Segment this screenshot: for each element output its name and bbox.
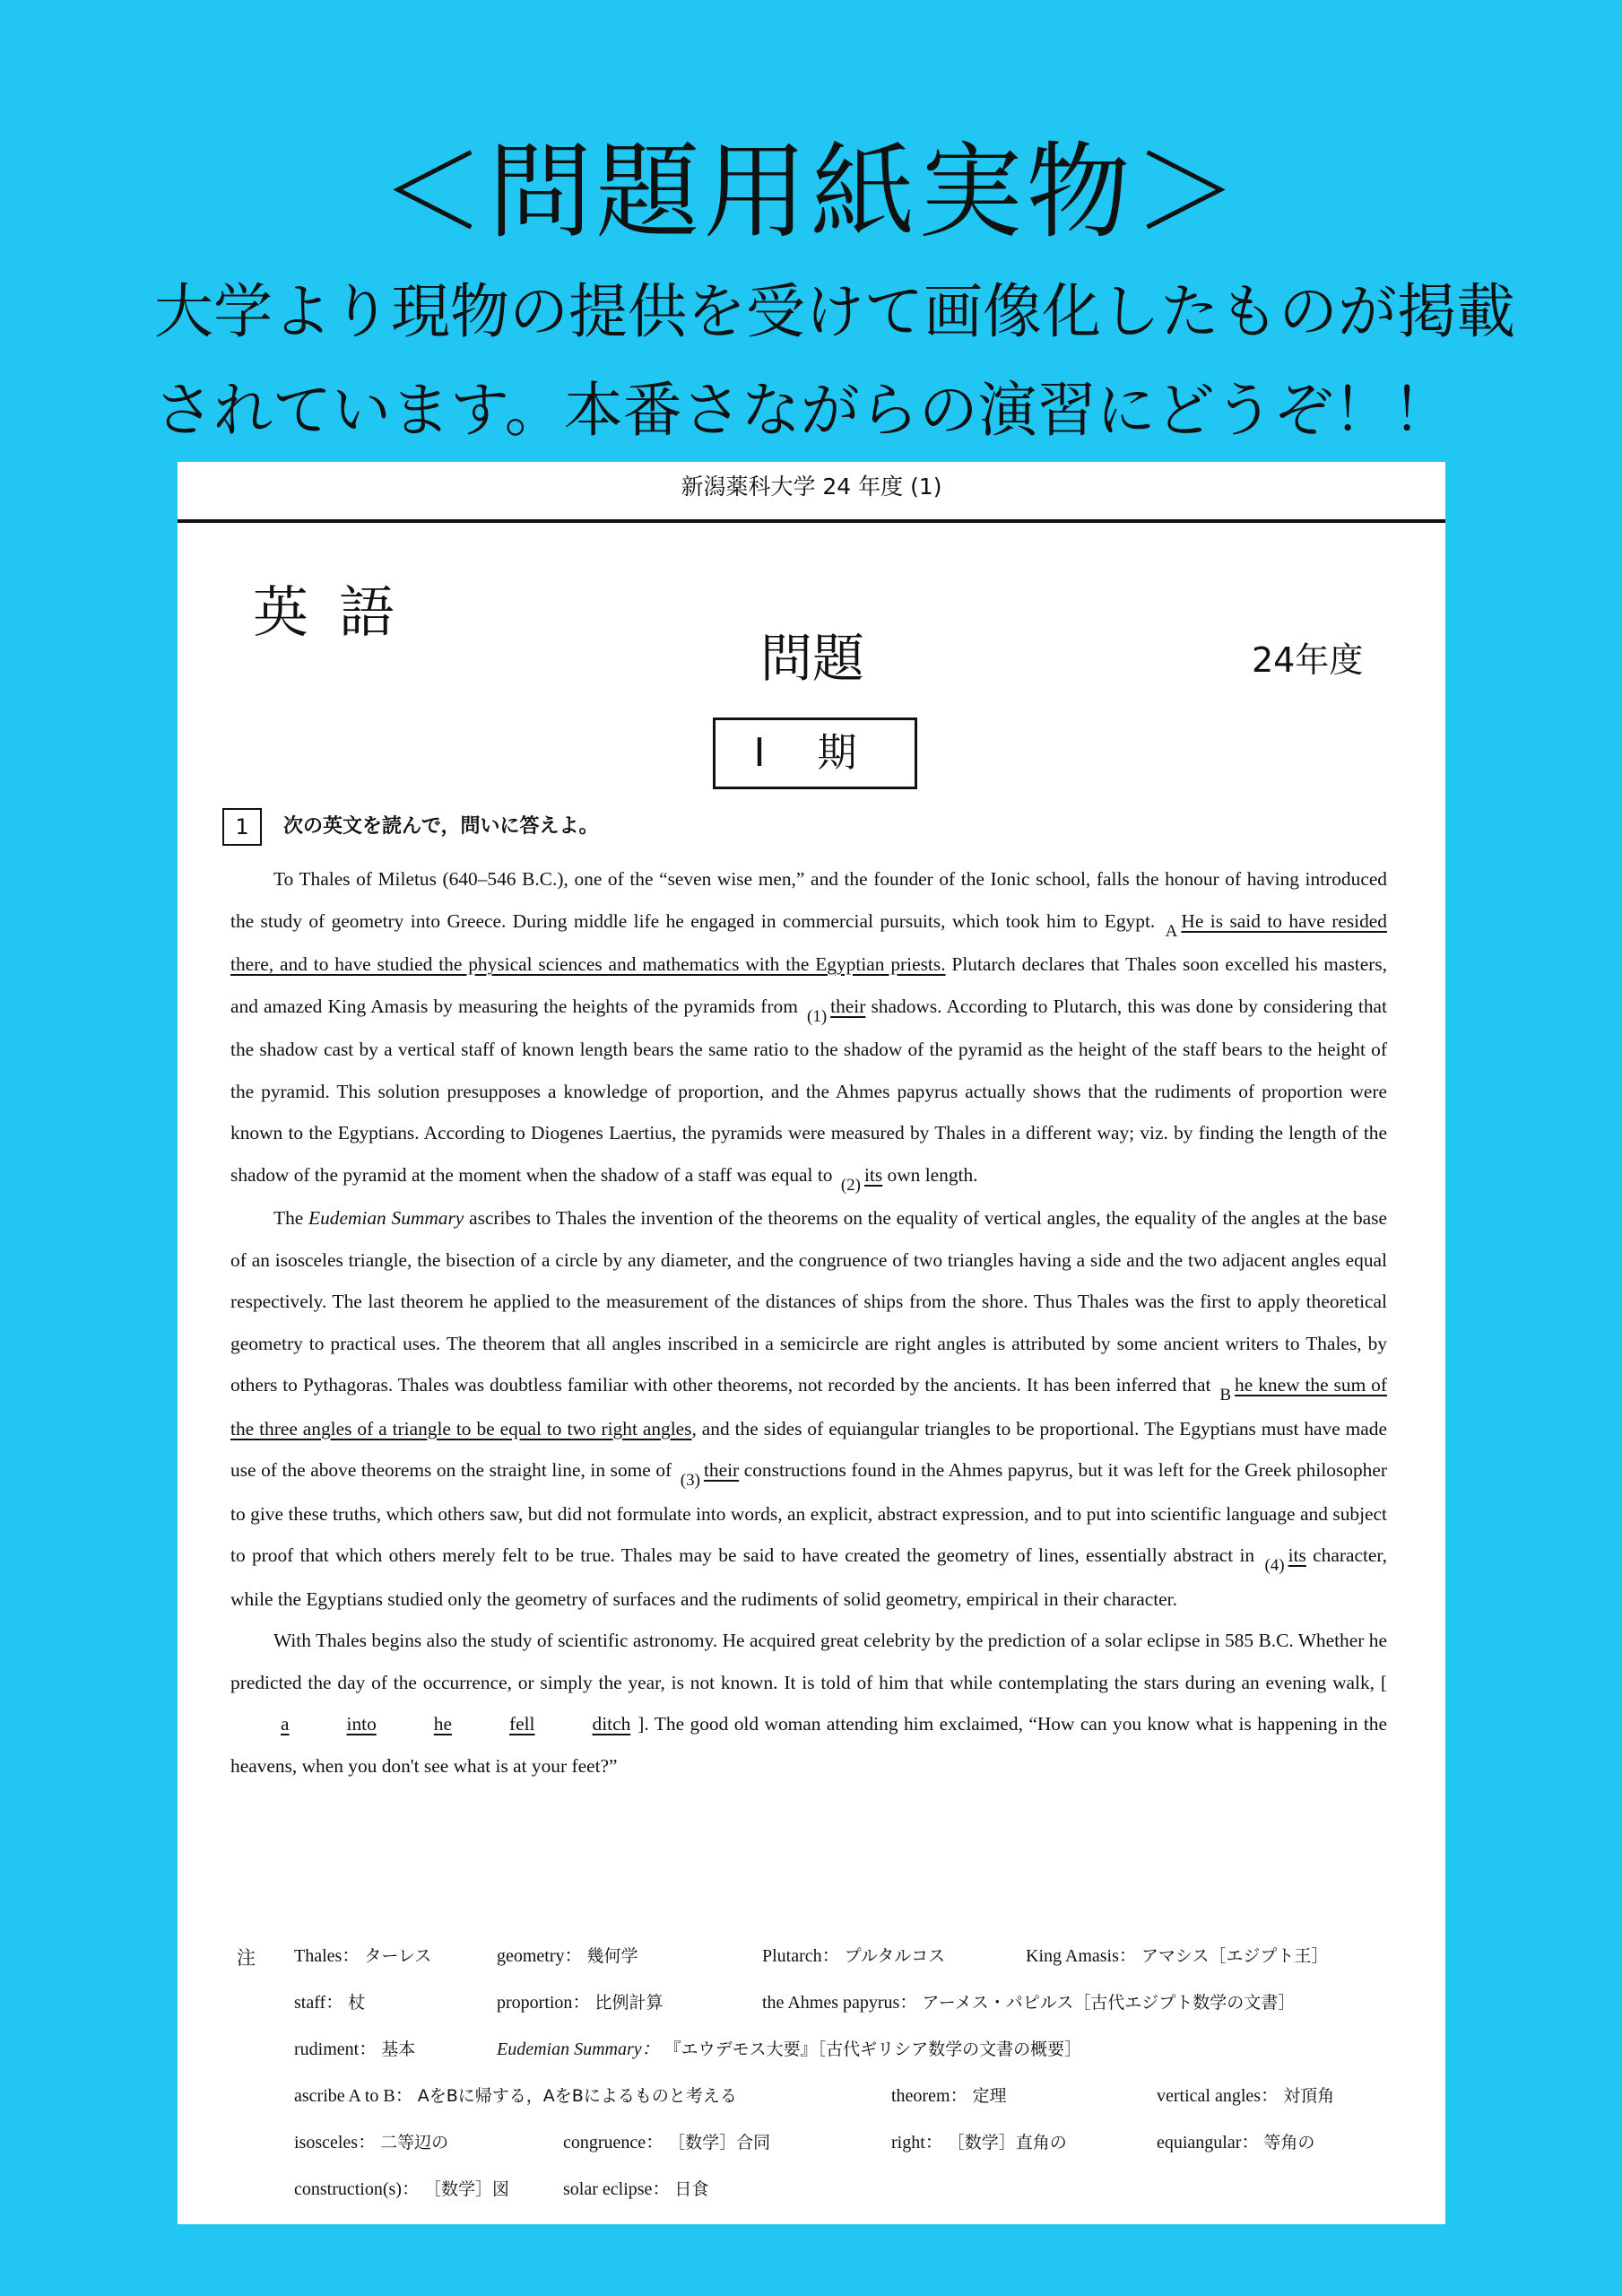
note-item: Eudemian Summary： 『エウデモス大要』［古代ギリシア数学の文書の概要］ [497, 2039, 1082, 2059]
era-label: B.C. [522, 868, 558, 890]
passage-text: Plutarch declares that Thales soon excelled his masters, and amazed King Amasis by measuring the heights of the pyramids from [230, 953, 1387, 1017]
note-item: right： ［数学］直角の [891, 2133, 1067, 2152]
term-box: I 期 [713, 718, 917, 789]
passage-text: ascribes to Thales the invention of the theorems on the equality of vertical angles, the equality of the angles at the base of an isosceles triangle, the bisection of a circle by any diameter, and the congruence of two triangles having a side and the two adjacent angles equal respectively. The last theorem he applied to the measurement of the distances of ships from the shore. Thus Thales was the first to apply theoretical geometry to practical uses. The theorem that all angles inscribed in a semicircle are right angles is attributed by some ancient writers to Thales, by others to Pythagoras. Thales was doubtless familiar with other theorems, not recorded by the ancients. It has been inferred that [230, 1207, 1387, 1396]
passage-text: The [273, 1207, 309, 1229]
label-2: (2) [840, 1175, 861, 1195]
note-item: proportion： 比例計算 [497, 1993, 664, 2013]
problem-title: 問題 [760, 628, 865, 689]
label-3: (3) [680, 1471, 700, 1490]
header-divider [178, 519, 1445, 523]
vocabulary-notes [237, 1944, 1411, 2213]
underlined-sentence-b: he knew the sum of the three angles of a triangle to be equal to two right angles [230, 1374, 1387, 1439]
question-instruction: 次の英文を読んで，問いに答えよ。 [283, 815, 599, 838]
passage-text: shadows. According to Plutarch, this was done by considering that the shadow cast by a vertical staff of known length bears the same ratio to the shadow of the pyramid as the height of the staff bears to the height of the pyramid. This solution presupposes a knowledge of proportion, and the Ahmes papyrus actually shows that the rudiments of proportion were known to the Egyptians. According to Diogenes Laertius, the pyramids were measured by Thales in a different way; viz. by finding the length of the shadow of the pyramid at the moment when the shadow of a staff was equal to [230, 995, 1387, 1186]
underlined-word-2: its [863, 1163, 883, 1186]
banner-title: ＜問題用紙実物＞ [380, 132, 1242, 253]
reading-passage [230, 858, 1387, 1787]
passage-text: . The good old woman attending him exclaimed, “How can you know what is happening in the heavens, when you don't see what is at your feet?” [230, 1713, 1387, 1777]
subject-title: 英語 [253, 579, 426, 645]
note-item: construction(s)： ［数学］図 [294, 2179, 509, 2199]
bracket-close: ] [638, 1713, 645, 1735]
note-item: Thales： ターレス [294, 1946, 432, 1966]
note-item: congruence： ［数学］合同 [563, 2133, 771, 2152]
note-item: equiangular： 等角の [1157, 2133, 1315, 2152]
label-4: (4) [1264, 1556, 1285, 1575]
note-item: vertical angles： 対頂角 [1157, 2086, 1335, 2106]
scramble-word: he [433, 1713, 452, 1735]
underlined-word-3: their [703, 1459, 740, 1481]
note-item: Plutarch： プルタルコス [762, 1946, 946, 1966]
passage-paragraph-1 [230, 858, 1387, 1197]
note-item: geometry： 幾何学 [497, 1946, 638, 1966]
passage-paragraph-2 [230, 1197, 1387, 1620]
underlined-word-4: its [1288, 1544, 1306, 1566]
passage-paragraph-3 [230, 1620, 1387, 1787]
note-item: staff： 杖 [294, 1993, 366, 2013]
passage-text: Whether he predicted the day of the occurrence, or simply the year, is not known. It is told of him that while contemplating the stars during an evening walk, [230, 1630, 1387, 1693]
passage-text: With Thales begins also the study of scientific astronomy. He acquired great celebrity by the prediction of a solar eclipse in 585 [273, 1630, 1259, 1651]
label-b: B [1219, 1386, 1232, 1405]
note-item: ascribe A to B： AをBに帰する，AをBによるものと考える [294, 2086, 737, 2106]
label-a: A [1165, 921, 1178, 941]
passage-text: constructions found in the Ahmes papyrus, but it was left for the Greek philosopher to give these truths, which others saw, but did not formulate into words, an explicit, abstract expression, and to put into scientific language and subject to proof that which others merely felt to be true. Thales may be said to have created the geometry of lines, essentially abstract in [230, 1459, 1387, 1566]
year-label: 24年度 [1252, 640, 1364, 680]
scramble-word: a [281, 1713, 290, 1735]
note-item: the Ahmes papyrus： アーメス・パピルス［古代エジプト数学の文書］ [762, 1993, 1296, 2013]
bracket-open: [ [1380, 1671, 1387, 1693]
underlined-word-1: their [830, 995, 866, 1017]
scramble-word: fell [508, 1713, 535, 1735]
scramble-word: ditch [592, 1713, 631, 1735]
passage-text: character, while the Egyptians studied only the geometry of surfaces and the rudiments of solid geometry, empirical in their character. [230, 1544, 1387, 1610]
passage-text: ), one of the “seven wise men,” and the founder of the Ionic school, falls the honour of having introduced the study of geometry into Greece. During middle life he engaged in commercial pursuits, which took him to Egypt. [230, 868, 1388, 932]
era-label: B.C. [1258, 1630, 1294, 1651]
question-number-box: 1 [222, 808, 262, 846]
notes-mark: 注 [237, 1947, 256, 1969]
note-item: solar eclipse： 日食 [563, 2179, 709, 2199]
exam-paper-image [178, 462, 1445, 2224]
passage-text: own length. [882, 1163, 978, 1186]
note-item: King Amasis： アマシス［エジプト王］ [1026, 1946, 1329, 1966]
note-item: rudiment： 基本 [294, 2039, 416, 2059]
note-item: isosceles： 二等辺の [294, 2133, 449, 2152]
note-item: theorem： 定理 [891, 2086, 1007, 2106]
italic-title: Eudemian Summary [308, 1207, 464, 1229]
banner-line-2: されています。本番さながらの演習にどうぞ！！ [154, 376, 1452, 445]
scramble-word: into [346, 1713, 377, 1735]
passage-text: To Thales of Miletus (640–546 [273, 868, 523, 890]
label-1: (1) [807, 1006, 828, 1026]
passage-text: , and the sides of equiangular triangles to be proportional. The Egyptians must have made use of the above theorems on the straight line, in some of [230, 1417, 1387, 1481]
underlined-sentence-a: He is said to have resided there, and to have studied the physical sciences and mathematics with the Egyptian priests. [230, 909, 1387, 975]
paper-header: 新潟薬科大学 24 年度 (1) [681, 474, 942, 500]
banner-line-1: 大学より現物の提供を受けて画像化したものが掲載 [154, 277, 1515, 346]
